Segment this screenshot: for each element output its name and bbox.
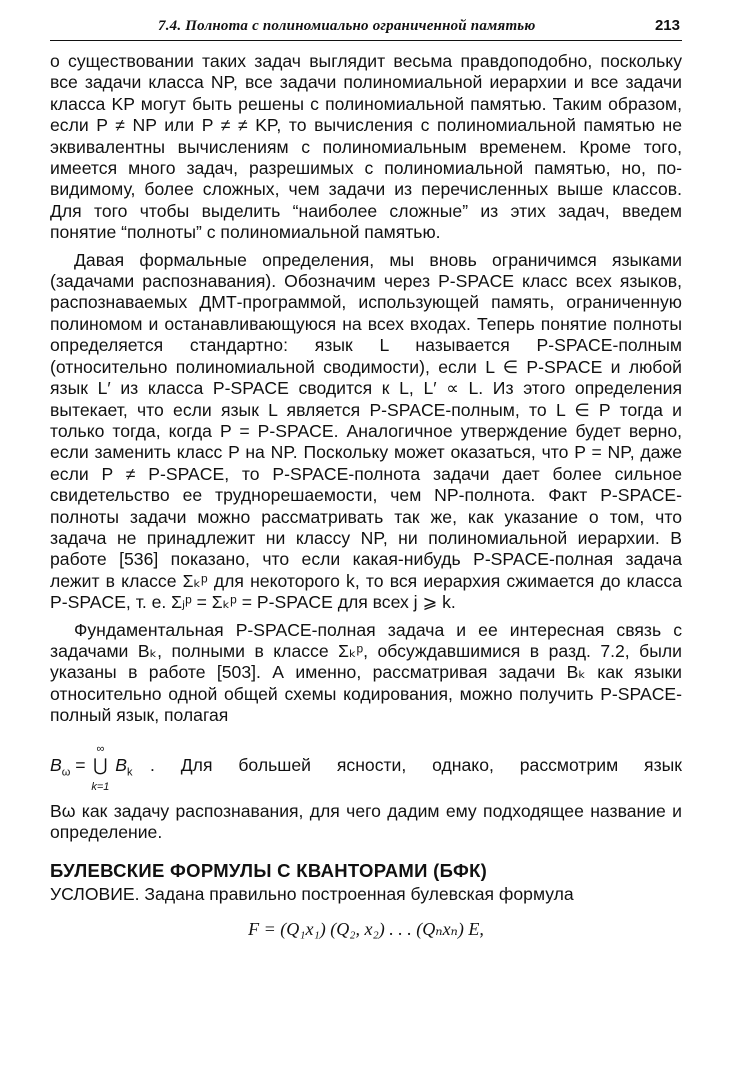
paragraph-3: Фундаментальная P-SPACE-полная задача и ее интересная связь с задачами Bₖ, полными в классе Σₖᵖ, обсуждавшимися в разд. 7.2, были указаны в работе [503]. А именно, рассматривая задачи Bₖ как языки относительно одной общей схемы кодирования, можно получить P-SPACE-полный язык, полагая — [50, 619, 682, 726]
union-formula-line — [50, 741, 682, 801]
union-term-sub: k — [127, 766, 133, 779]
union-upper-limit: ∞ — [96, 743, 105, 756]
book-page — [50, 14, 682, 940]
running-head — [50, 14, 682, 38]
union-line-text: . Для большей ясности, однако, рассмотрим язык — [150, 754, 682, 775]
paragraph-4: Bω как задачу распознавания, для чего дадим ему подходящее название и определение. — [50, 800, 682, 842]
union-operator — [90, 743, 110, 794]
paragraph-2: Давая формальные определения, мы вновь ограничимся языками (задачами распознавания). Обозначим через P-SPACE класс всех языков, распознаваемых ДМТ-программой, использующей память, ограниченную полиномом и останавливающуюся на всех входах. Теперь понятие полноты определяется стандартно: язык L называется P-SPACE-полным (относительно полиномиальной сводимости), если L ∈ P-SPACE и любой язык L′ из класса P-SPACE сводится к L, L′ ∝ L. Из этого определения вытекает, что если язык L является P-SPACE-полным, то L ∈ P тогда и только тогда, когда P = P-SPACE. Аналогичное утверждение будет верно, если заменить класс P на NP. Поскольку может оказаться, что P = NP, даже если P ≠ P-SPACE, то P-SPACE-полнота задачи дает более сильное свидетельство ее труднорешаемости, чем NP-полнота. Факт P-SPACE-полноты задачи можно рассматривать так же, как указание о том, что задача не принадлежит ни классу NP, ни полиномиальной иерархии. В работе [536] показано, что если какая-нибудь P-SPACE-полная задача лежит в классе Σₖᵖ для некоторого k, то вся иерархия сжимается до класса P-SPACE, т. е. Σⱼᵖ = Σₖᵖ = P-SPACE для всех j ⩾ k. — [50, 249, 682, 613]
quantified-formula: F = (Q₁x₁) (Q₂, x₂) . . . (Qₙxₙ) E, — [248, 919, 484, 940]
problem-condition: УСЛОВИЕ. Задана правильно построенная булевская формула — [50, 884, 574, 905]
header-rule — [50, 40, 682, 41]
page-number: 213 — [654, 17, 680, 34]
union-formula — [50, 743, 133, 794]
union-symbol: ⋃ — [93, 755, 108, 776]
union-lhs: B — [50, 754, 62, 775]
paragraph-1: о существовании таких задач выглядит весьма правдоподобно, поскольку все задачи класса NP, все задачи полиномиальной иерархии и все задачи класса KP могут быть решены с полиномиальной памятью. Таким образом, если P ≠ NP или P ≠ ≠ KP, то вычисления с полиномиальной памятью не эквивалентны вычислениям с полиномиальным временем. Кроме того, имеется много задач, разрешимых с полиномиальной памятью, но, по-видимому, более сложных, чем задачи из перечисленных выше классов. Для того чтобы выделить “наиболее сложные” из этих задач, введем понятие “полноты” с полиномиальной памятью. — [50, 51, 682, 243]
body-text — [50, 51, 682, 843]
chapter-section-title: 7.4. Полнота с полиномиально ограниченной памятью — [158, 18, 536, 34]
union-equals: = — [75, 754, 86, 775]
union-lhs-sub: ω — [61, 766, 71, 779]
union-term: B — [115, 754, 128, 775]
problem-title: БУЛЕВСКИЕ ФОРМУЛЫ С КВАНТОРАМИ (БФК) — [50, 860, 488, 882]
union-lower-limit: k=1 — [91, 781, 110, 794]
